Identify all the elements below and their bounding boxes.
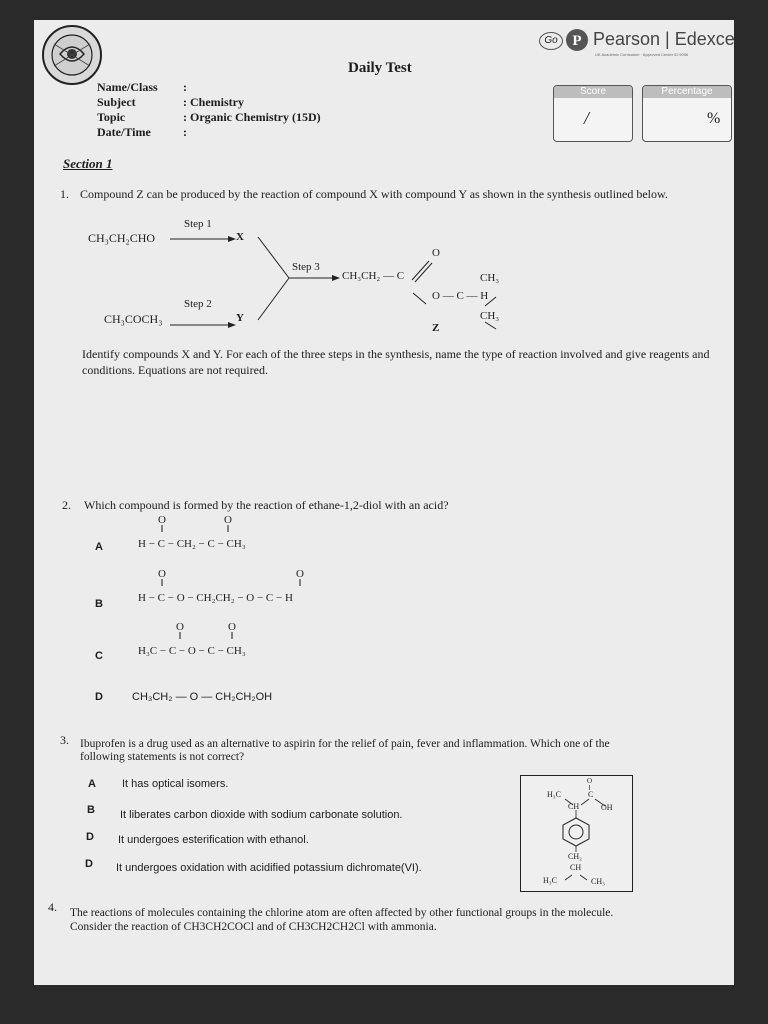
q3-option-d-text: It undergoes oxidation with acidified potassium dichromate(VI). [116,862,422,874]
q2-option-d-formula: CH₃CH₂ — O — CH₂CH₂OH [132,691,273,703]
q3-option-d-letter[interactable]: D [85,858,93,870]
info-label: Date/Time [97,125,151,139]
q1-product-ch3-bottom: CH₃ [480,310,500,322]
q1-number: 1. [60,187,69,201]
ibuprofen-structure [520,775,633,892]
carbonyl-o: O ‖ [158,514,166,535]
q3-option-c-text: It undergoes esterification with ethanol. [118,834,309,846]
score-box[interactable] [553,85,633,142]
q3-option-a-letter[interactable]: A [88,778,96,790]
q2-option-d-letter[interactable]: D [95,691,103,703]
info-block [97,80,321,140]
exam-paper [34,20,734,985]
q1-x-label: X [236,231,244,243]
score-label: Score [554,86,632,98]
q3-option-a-text: It has optical isomers. [122,778,229,790]
info-row-date [97,125,187,140]
q3-option-b-text: It liberates carbon dioxide with sodium carbonate solution. [120,809,403,821]
q1-product-o: O [432,247,440,259]
q1-z-label: Z [432,322,440,334]
ibuprofen-h3c: H₃C [547,790,561,799]
ibuprofen-ch-bottom: CH [570,863,582,872]
q1-product-ch3-top: CH₃ [480,272,500,284]
q4-text-line2: Consider the reaction of CH3CH2COCl and of CH3CH2CH2Cl with ammonia. [70,921,437,933]
q2-number: 2. [62,498,71,512]
q2-option-c-formula: H₃C − C − O − C − CH₃ [138,645,246,657]
q3-number: 3. [60,733,69,747]
go-badge-icon: Go [539,32,563,50]
q1-text: Compound Z can be produced by the reaction of compound X with compound Y as shown in the synthesis outlined below. [80,187,668,201]
percentage-value: % [707,110,721,127]
carbonyl-o: O ‖ [296,568,304,589]
info-value: : [183,80,187,94]
ibuprofen-oh: OH [601,803,613,812]
q1-y-label: Y [236,312,244,324]
q4-number: 4. [48,900,57,914]
pearson-logo-icon [565,28,589,52]
q3-text-line2: following statements is not correct? [80,751,245,763]
q2-option-c-letter[interactable]: C [95,650,103,662]
q2-option-a-letter[interactable]: A [95,541,103,553]
carbonyl-o: O ‖ [158,568,166,589]
q3-option-c-letter[interactable]: D [86,831,94,843]
info-value: : Chemistry [183,95,244,109]
q2-option-a-formula: H − C − CH₂ − C − CH₃ [138,538,246,550]
school-seal-icon [40,24,104,86]
q1-start-top: CH₃CH₂CHO [88,231,156,245]
info-label: Topic [97,110,126,124]
q3-text-line1: Ibuprofen is a drug used as an alternative to aspirin for the relief of pain, fever and inflammation. Which one of the [80,738,610,750]
ibuprofen-skeleton-icon [521,776,632,891]
ibuprofen-c: C [588,790,594,799]
q2-option-b-letter[interactable]: B [95,598,103,610]
info-label: Subject [97,95,136,109]
percentage-box[interactable] [642,85,732,142]
q1-step1: Step 1 [184,218,212,230]
carbonyl-o: O ‖ [224,514,232,535]
brand-name: Pearson | Edexce [593,29,735,49]
info-row-name [97,80,187,95]
carbonyl-o: O ‖ [176,621,184,642]
section-title: Section 1 [63,156,113,171]
q1-product-chain: CH₃CH₂ — C [342,270,405,282]
score-value: / [584,108,590,128]
q3-option-b-letter[interactable]: B [87,804,95,816]
q2-text: Which compound is formed by the reaction of ethane-1,2-diol with an acid? [84,498,449,512]
q4-text-line1: The reactions of molecules containing the chlorine atom are often affected by other functional groups in the molecule. [70,907,614,919]
q2-option-b-formula: H − C − O − CH₂CH₂ − O − C − H [138,592,293,604]
info-value: : Organic Chemistry (15D) [183,110,321,124]
ibuprofen-ch: CH [568,802,580,811]
brand-tagline: UK Academic Curriculum · Approved Center ID 9096 [595,52,689,57]
svg-text:P: P [572,33,582,49]
ibuprofen-o: O ‖ [587,777,593,792]
info-row-subject [97,95,244,110]
carbonyl-o: O ‖ [228,621,236,642]
ibuprofen-h3c-bottom: H₃C [543,876,557,885]
info-row-topic [97,110,321,125]
q1-start-bottom: CH₃COCH₃ [104,312,163,326]
page-title: Daily Test [348,60,412,76]
q1-product-ester-o: O — C — H [432,290,489,302]
q1-step2: Step 2 [184,298,212,310]
ibuprofen-ch3-bottom: CH₃ [591,877,605,886]
ibuprofen-ch2: CH₂ [568,852,582,861]
q1-step3: Step 3 [292,261,320,273]
info-value: : [183,125,187,139]
percentage-label: Percentage [643,86,731,98]
q1-instruction: Identify compounds X and Y. For each of the three steps in the synthesis, name the type of reaction involved and give reagents and conditions. Equations are not required. [82,347,710,377]
info-label: Name/Class [97,80,158,94]
